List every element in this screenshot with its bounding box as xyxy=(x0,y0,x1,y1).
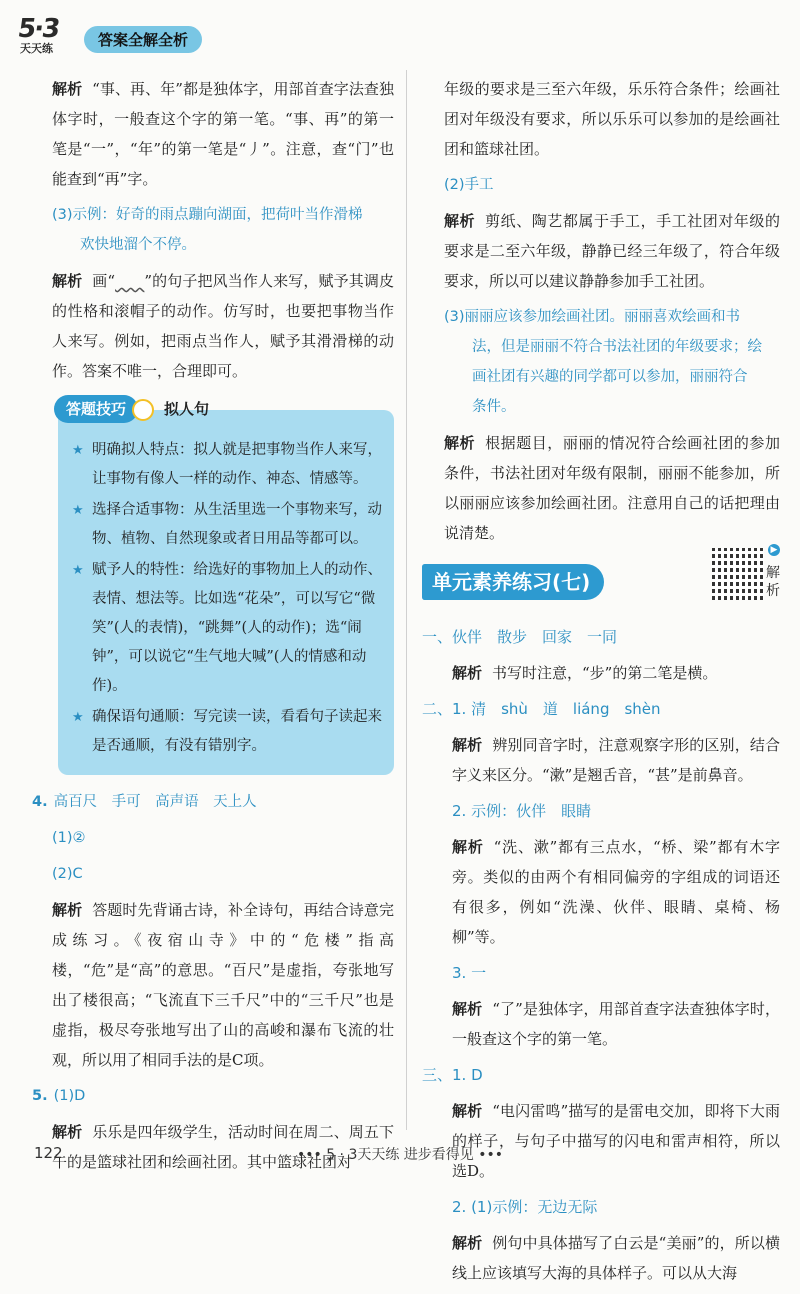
column-divider xyxy=(406,70,407,1130)
tip-box xyxy=(58,400,394,775)
analysis-text: 例句中具体描写了白云是“美丽”的，所以横线上应该填写大海的具体样子。可以从大海 xyxy=(452,1234,780,1282)
tip-header xyxy=(54,394,209,424)
tip-text: 赋予人的特性：给选好的事物加上人的动作、表情、想法等。比如选“花朵”，可以写它“微笑”(人的表情)，“跳舞”(人的动作)；选“闹钟”，可以说它“生气地大喊”(人的情感和动作)。 xyxy=(92,562,382,694)
page-header xyxy=(14,14,314,58)
analysis-label: 解析 xyxy=(452,664,483,682)
analysis-paragraph xyxy=(422,730,780,790)
analysis-paragraph xyxy=(52,74,394,194)
page-footer xyxy=(0,1138,800,1178)
analysis-label: 解析 xyxy=(452,736,483,754)
question-number: 5. xyxy=(32,1088,48,1104)
analysis-paragraph xyxy=(422,994,780,1054)
footer-slogan: ••• 5 · 3天天练 进步看得见 ••• xyxy=(296,1147,504,1163)
answer-4-2: (2)C xyxy=(52,866,83,882)
answer-line: 画社团有兴趣的同学都可以参加，丽丽符合 xyxy=(472,369,748,385)
tip-item xyxy=(72,703,382,761)
analysis-text: “电闪雷鸣”描写的是雷电交加，即将下大雨的样子，与句子中描写的闪电和雷声相符，所以选D。 xyxy=(452,1102,780,1180)
right-column xyxy=(422,74,780,1294)
tip-badge: 答题技巧 xyxy=(54,395,138,423)
analysis-paragraph xyxy=(422,428,780,548)
answer-4 xyxy=(32,787,394,817)
analysis-paragraph xyxy=(422,832,780,952)
question-number: 4. xyxy=(32,794,48,810)
logo-mark: 5·3 xyxy=(15,14,61,44)
analysis-label: 解析 xyxy=(452,1102,483,1120)
answer-5 xyxy=(32,1081,394,1111)
analysis-text: 辨别同音字时，注意观察字形的区别，结合字义来区分。“漱”是翘舌音，“甚”是前鼻音。 xyxy=(452,736,780,784)
answer-line: 条件。 xyxy=(472,399,516,415)
analysis-label: 解析 xyxy=(52,901,83,919)
answer-3 xyxy=(52,200,394,260)
analysis-text: “了”是独体字，用部首查字法查独体字时，一般查这个字的第一笔。 xyxy=(452,1000,780,1048)
analysis-text: “洗、漱”都有三点水，“桥、梁”都有木字旁。类似的由两个有相同偏旁的字组成的词语还有很多，例如“洗澡、伙伴、眼睛、桌椅、杨柳”等。 xyxy=(452,838,780,946)
answer-5-2: (2)手工 xyxy=(444,177,494,193)
tip-text: 明确拟人特点：拟人就是把事物当作人来写，让事物有像人一样的动作、神态、情感等。 xyxy=(92,442,382,487)
analysis-label: 解析 xyxy=(452,1000,483,1018)
section-3-2-answer: 2. (1)示例：无边无际 xyxy=(452,1198,598,1216)
analysis-paragraph xyxy=(52,266,394,386)
analysis-paragraph xyxy=(52,895,394,1075)
analysis-label: 解析 xyxy=(52,272,83,290)
analysis-label: 解析 xyxy=(444,434,476,452)
tip-text: 确保语句通顺：写完读一读，看看句子读起来是否通顺，有没有错别字。 xyxy=(92,709,382,754)
tip-item xyxy=(72,436,382,494)
brand-logo xyxy=(14,14,76,56)
analysis-label: 解析 xyxy=(52,80,83,98)
tip-item xyxy=(72,556,382,701)
answer-4-1: (1)② xyxy=(52,830,86,846)
unit-title: 单元素养练习(七) xyxy=(422,564,604,600)
qr-label: 解析 xyxy=(766,565,780,599)
analysis-text: 乐乐是四年级学生，活动时间在周二、周五下午的是篮球社团和绘画社团。其中篮球社团对 xyxy=(52,1123,394,1171)
analysis-text: “事、再、年”都是独体字，用部首查字法查独体字时，一般查这个字的第一笔。“事、再”的第一笔是“一”，“年”的第一笔是“丿”。注意，查“门”也能查到“再”字。 xyxy=(52,80,394,188)
tip-text: 选择合适事物：从生活里选一个事物来写，动物、植物、自然现象或者日用品等都可以。 xyxy=(92,502,382,547)
analysis-label: 解析 xyxy=(52,1123,83,1141)
tip-title: 拟人句 xyxy=(164,400,210,418)
qr-code-pattern xyxy=(712,548,764,600)
star-icon: ★ xyxy=(72,710,84,725)
section-3-answer: 三、1. D xyxy=(422,1066,483,1084)
lightbulb-icon xyxy=(132,399,154,421)
star-icon: ★ xyxy=(72,443,84,458)
logo-text: 天天练 xyxy=(20,42,53,55)
page-number: 122 xyxy=(34,1144,63,1162)
analysis-continued: 年级的要求是三至六年级，乐乐符合条件；绘画社团对年级没有要求，所以乐乐可以参加的是绘画社团和篮球社团。 xyxy=(444,80,780,158)
answer-line: (3)丽丽应该参加绘画社团。丽丽喜欢绘画和书 xyxy=(444,309,741,325)
star-icon: ★ xyxy=(72,503,84,518)
star-icon: ★ xyxy=(72,563,84,578)
play-arrow-icon: ▶ xyxy=(768,544,780,556)
answer-3-line1: (3)示例：好奇的雨点蹦向湖面，把荷叶当作滑梯 xyxy=(52,207,363,223)
left-column xyxy=(32,74,395,1183)
analysis-label: 解析 xyxy=(452,1234,483,1252)
analysis-text: ”的句子把风当作人来写，赋予其调皮的性格和滚帽子的动作。仿写时，也要把事物当作人来写。例如，把雨点当作人，赋予其滑滑梯的动作。答案不唯一，合理即可。 xyxy=(52,272,395,380)
answer-5-3 xyxy=(422,302,780,422)
unit-banner xyxy=(422,545,780,616)
analysis-text: 答题时先背诵古诗，补全诗句，再结合诗意完成练习。《夜宿山寺》中的“危楼”指高楼，“危”是“高”的意思。“百尺”是虚指，夸张地写出了楼很高；“飞流直下三千尺”中的“三千尺”也是虚指，极尽夸张地写出了山的高峻和瀑布飞流的壮观，所以用了相同手法的是C项。 xyxy=(52,901,394,1069)
section-1-answer: 一、伙伴 散步 回家 一同 xyxy=(422,628,618,646)
header-title: 答案全解全析 xyxy=(84,26,202,53)
answer-5-text: (1)D xyxy=(53,1088,86,1104)
analysis-paragraph xyxy=(422,658,780,688)
answer-4-text: 高百尺 手可 高声语 天上人 xyxy=(53,794,257,810)
analysis-label: 解析 xyxy=(444,212,476,230)
answer-3-line2: 欢快地溜个不停。 xyxy=(80,237,196,253)
section-2-2-answer: 2. 示例：伙伴 眼睛 xyxy=(452,802,592,820)
wavy-underline xyxy=(115,272,144,290)
section-2-3-answer: 3. 一 xyxy=(452,964,487,982)
analysis-text-pre: 画“ xyxy=(92,272,116,290)
analysis-text: 根据题目，丽丽的情况符合绘画社团的参加条件，书法社团对年级有限制，丽丽不能参加，所以丽丽应该参加绘画社团。注意用自己的话把理由说清楚。 xyxy=(444,434,780,542)
analysis-paragraph xyxy=(422,1228,780,1288)
tip-item xyxy=(72,496,382,554)
section-2-answer: 二、1. 清 shù 道 liáng shèn xyxy=(422,700,661,718)
answer-line: 法，但是丽丽不符合书法社团的年级要求；绘 xyxy=(472,339,762,355)
analysis-paragraph xyxy=(422,206,780,296)
analysis-text: 书写时注意，“步”的第二笔是横。 xyxy=(492,664,718,682)
analysis-label: 解析 xyxy=(452,838,484,856)
analysis-text: 剪纸、陶艺都属于手工，手工社团对年级的要求是二至六年级，静静已经三年级了，符合年级要求，所以可以建议静静参加手工社团。 xyxy=(444,212,780,290)
